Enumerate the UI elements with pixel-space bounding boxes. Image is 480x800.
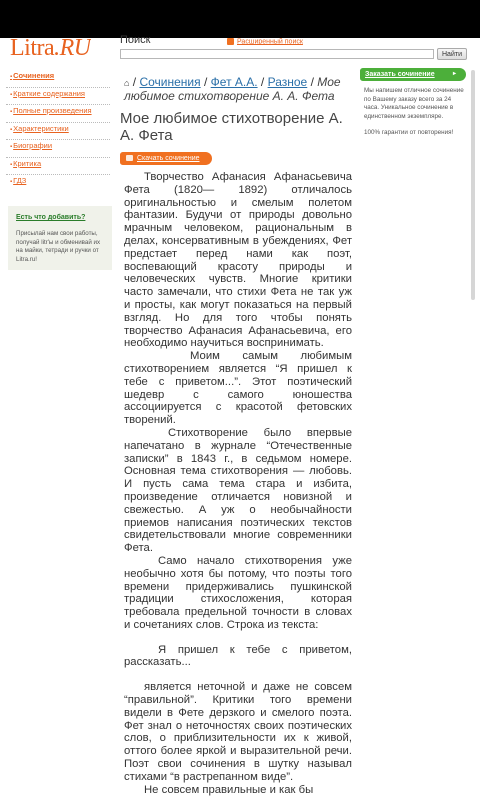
download-icon	[126, 155, 133, 161]
extended-search-link[interactable]	[227, 38, 303, 45]
sidebar-item-essays[interactable]: ▪Сочинения	[6, 70, 110, 88]
bullet-icon: ▪	[10, 144, 13, 150]
sidebar-item-criticism[interactable]: ▪Критика	[6, 158, 110, 176]
article-quote: Я пришел к тебе с приветом, рассказать...	[124, 643, 352, 669]
breadcrumb-link-fet[interactable]: Фет А.А.	[210, 75, 258, 89]
main-content	[120, 76, 352, 796]
page-title: Мое любимое стихотворение А. А. Фета	[120, 110, 343, 144]
breadcrumb-sep: /	[260, 75, 265, 89]
article-paragraph: является неточной и даже не совсем “правильной”. Критики того времени видели в Фете дерзкого и смелого поэта. Фет знал о неточностях своих поэтических слов, о приблизительности их к живой, оттого более яркой и выразительной речи. Поэт свои сочинения в шутку называл стихами “в растрепанном виде”.	[124, 681, 352, 783]
site-logo[interactable]	[10, 38, 91, 64]
arrow-right-icon: ▸	[452, 71, 456, 77]
search-button[interactable]: Найти	[437, 48, 467, 60]
guarantee-text: 100% гарантии от повторения!	[364, 129, 454, 137]
bullet-icon: ▪	[10, 126, 13, 133]
bullet-icon: ▪	[10, 161, 13, 168]
breadcrumb-sep: /	[203, 75, 208, 89]
status-bar	[0, 0, 480, 38]
breadcrumb	[120, 76, 352, 103]
bullet-icon: ▪	[10, 91, 13, 98]
home-icon[interactable]: ⌂	[124, 78, 130, 88]
sidebar-item-biographies[interactable]: ▪Биографии	[6, 140, 110, 158]
bullet-icon: ▪	[10, 109, 13, 115]
download-label: Скачать сочинение	[137, 155, 200, 162]
sidebar-item-characteristics[interactable]: ▪Характеристики	[6, 123, 110, 141]
order-essay-button[interactable]	[360, 68, 466, 81]
search-input[interactable]	[120, 49, 434, 59]
sidebar-item-gdz[interactable]: ▪ГДЗ	[10, 176, 27, 185]
sidebar-item-full-works[interactable]: ▪Полные произведения	[6, 105, 110, 123]
download-essay-button[interactable]	[120, 152, 212, 165]
contribute-box	[8, 206, 112, 270]
breadcrumb-link-essays[interactable]: Сочинения	[139, 75, 201, 89]
right-column	[360, 68, 466, 136]
sidebar-item-summaries[interactable]: ▪Краткие содержания	[6, 88, 110, 106]
article-paragraph: Не совсем правильные и как бы	[144, 783, 314, 796]
contribute-title[interactable]: Есть что добавить?	[16, 214, 86, 221]
bullet-icon: ▪	[10, 74, 13, 80]
contribute-text: Присылай нам свои работы, получай litr'ы и обменивай их на майки, тетради и ручки от Litra.ru!	[16, 230, 101, 263]
search-icon	[227, 38, 234, 45]
logo-suffix: .RU	[54, 38, 91, 61]
bullet-icon: ▪	[10, 179, 13, 185]
order-description: Мы напишем отличное сочинение по Вашему заказу всего за 24 часа. Уникальное сочинение в единственном экземпляре.	[364, 87, 464, 120]
article-paragraph: Стихотворение было впервые напечатано в журнале “Отечественные записки” в 1843 г., в седьмом номере. Основная тема стихотворения — любовь. И пусть сама тема стара и избита, произведение отличается новизной и свежестью. А уж о необычайности приемов написания поэтических текстов свидетельствовали многие современники Фета.	[124, 426, 352, 555]
article-body	[120, 171, 352, 796]
breadcrumb-current: Мое любимое стихотворение А. А. Фета	[124, 75, 341, 103]
search-label: Поиск	[120, 34, 151, 46]
logo-main: Litra	[10, 38, 55, 61]
article-paragraph: Творчество Афанасия Афанасьевича Фета (1820— 1892) отличалось оригинальностью и смелым полетом фантазии. Будучи от природы довольно мрачным человеком, рациональным в делах, консервативным в убеждениях, Фет предстает перед нами как поэт, воспевающий красоту природы и человеческих чувств. Многие критики часто замечали, что стихи Фета не так уж и просты, как могут показаться на первый взгляд. Но для того чтобы понять творчество Афанасия Афанасьевича, его необходимо научиться воспринимать.	[124, 171, 352, 350]
scrollbar[interactable]	[471, 70, 475, 300]
article-paragraph: Само начало стихотворения уже необычно хотя бы потому, что поэты того времени придерживались пушкинской традиции стихосложения, которая требовала предельной точности в словах и сочетаниях слов. Строка из текста:	[124, 554, 352, 631]
breadcrumb-sep: /	[310, 75, 314, 89]
sidebar	[6, 70, 110, 193]
breadcrumb-link-misc[interactable]: Разное	[267, 75, 308, 89]
order-label: Заказать сочинение	[365, 71, 435, 78]
extended-search-label: Расширенный поиск	[237, 38, 303, 46]
article-paragraph: Моим самым любимым стихотворением является “Я пришел к тебе с приветом...”. Этот поэтический шедевр с самого юношества ассоциируется с красотой фетовских творений.	[124, 350, 352, 427]
breadcrumb-sep: /	[132, 75, 137, 89]
